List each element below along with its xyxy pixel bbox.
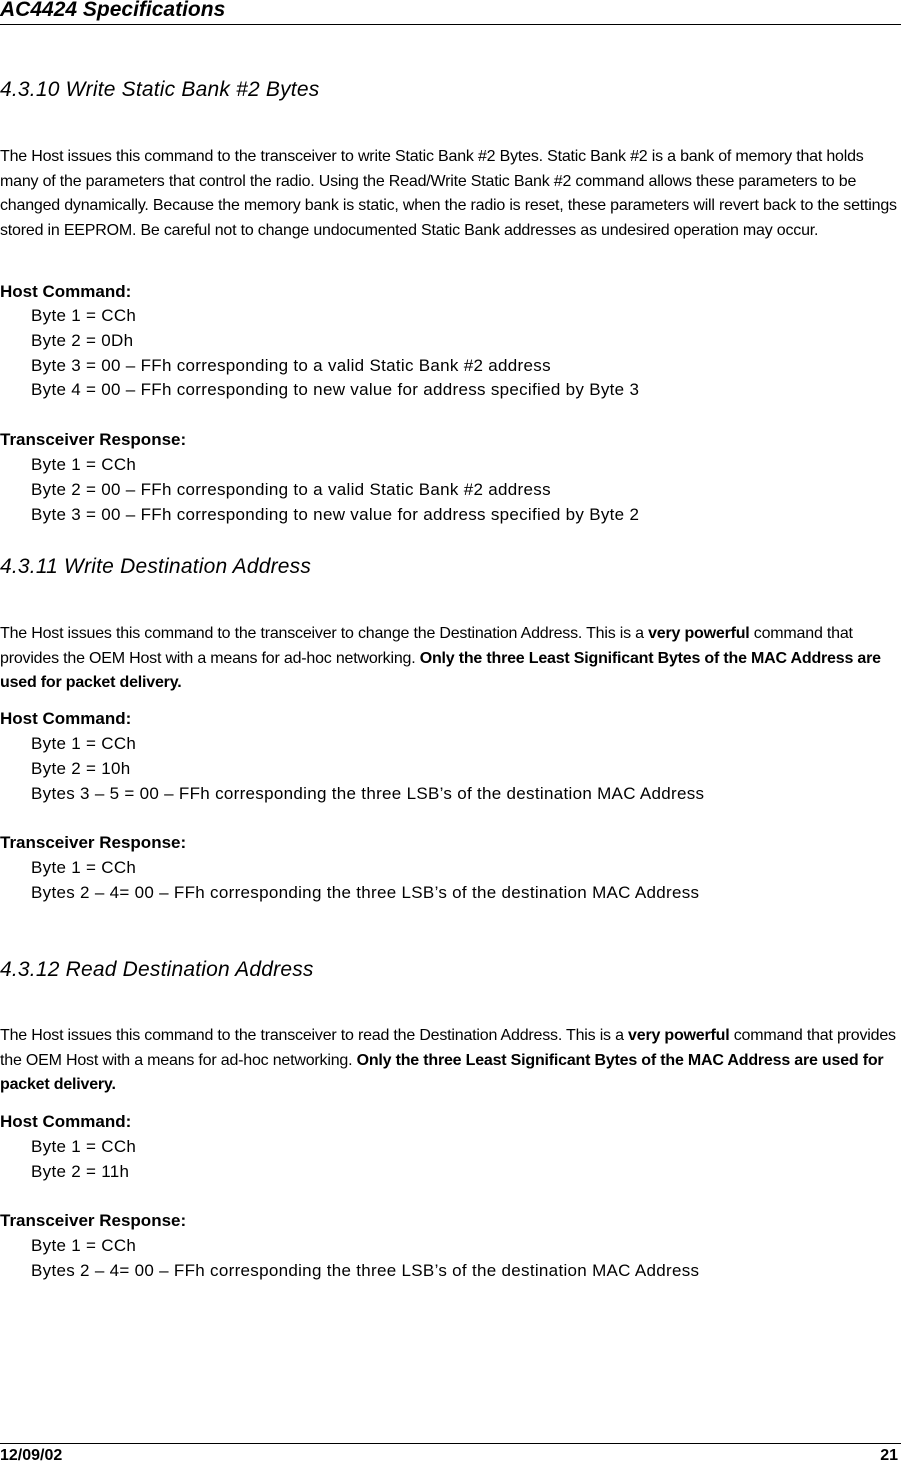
paragraph-text: The Host issues this command to the transceiver to change the Destination Address. This is a	[0, 625, 649, 642]
transceiver-response-line: Bytes 2 – 4= 00 – FFh corresponding the three LSB’s of the destination MAC Address	[31, 883, 700, 902]
host-command-line: Byte 2 = 0Dh	[31, 331, 134, 350]
page-header	[0, 0, 901, 25]
transceiver-response-label: Transceiver Response:	[0, 833, 187, 852]
emphasis-text: Only the three Least Significant Bytes of the MAC Address are used for packet delivery.	[0, 1051, 884, 1093]
host-command-line: Byte 1 = CCh	[31, 1137, 137, 1156]
host-command-label: Host Command:	[0, 1112, 132, 1131]
transceiver-response-line: Byte 2 = 00 – FFh corresponding to a valid Static Bank #2 address	[31, 480, 551, 499]
section-heading-4-3-11: 4.3.11 Write Destination Address	[0, 555, 312, 578]
transceiver-response-label: Transceiver Response:	[0, 1211, 187, 1230]
paragraph-text: The Host issues this command to the transceiver to read the Destination Address. This is a	[0, 1027, 629, 1044]
host-command-line: Byte 2 = 10h	[31, 759, 131, 778]
transceiver-response-line: Byte 1 = CCh	[31, 455, 137, 474]
host-command-line: Bytes 3 – 5 = 00 – FFh corresponding the three LSB’s of the destination MAC Address	[31, 784, 705, 803]
document-title: AC4424 Specifications	[0, 0, 226, 21]
host-command-line: Byte 1 = CCh	[31, 734, 137, 753]
section-paragraph	[0, 1024, 898, 1098]
section-heading-4-3-10: 4.3.10 Write Static Bank #2 Bytes	[0, 78, 320, 101]
transceiver-response-line: Bytes 2 – 4= 00 – FFh corresponding the three LSB’s of the destination MAC Address	[31, 1261, 700, 1280]
page-number: 21	[880, 1447, 898, 1464]
paragraph-text: command that provides the OEM Host with a means for ad-hoc networking.	[0, 625, 853, 667]
transceiver-response-label: Transceiver Response:	[0, 430, 187, 449]
transceiver-response-line: Byte 3 = 00 – FFh corresponding to new value for address specified by Byte 2	[31, 505, 640, 524]
section-heading-4-3-12: 4.3.12 Read Destination Address	[0, 958, 314, 981]
emphasis-text: very powerful	[648, 625, 750, 642]
page-footer	[0, 1443, 901, 1469]
host-command-label: Host Command:	[0, 709, 132, 728]
emphasis-text: Only the three Least Significant Bytes of the MAC Address are used for packet delivery.	[0, 649, 881, 691]
host-command-line: Byte 2 = 11h	[31, 1162, 130, 1181]
host-command-label: Host Command:	[0, 282, 132, 301]
host-command-line: Byte 1 = CCh	[31, 306, 137, 325]
footer-date: 12/09/02	[0, 1447, 63, 1464]
transceiver-response-line: Byte 1 = CCh	[31, 858, 137, 877]
section-paragraph: The Host issues this command to the transceiver to write Static Bank #2 Bytes. Static Bank #2 is a bank of memory that holds many of the parameters that control the radio. Using the Read/Write Static Bank #2 command allows these parameters to be changed dynamically. Because the memory bank is static, when the radio is reset, these parameters will revert back to the settings stored in EEPROM. Be careful not to change undocumented Static Bank addresses as undesired operation may occur.	[0, 148, 897, 239]
host-command-line: Byte 4 = 00 – FFh corresponding to new value for address specified by Byte 3	[31, 380, 640, 399]
paragraph-text: command that provides the OEM Host with a means for ad-hoc networking.	[0, 1027, 896, 1069]
emphasis-text: very powerful	[628, 1027, 730, 1044]
host-command-line: Byte 3 = 00 – FFh corresponding to a valid Static Bank #2 address	[31, 356, 551, 375]
section-paragraph	[0, 622, 898, 696]
transceiver-response-line: Byte 1 = CCh	[31, 1236, 137, 1255]
